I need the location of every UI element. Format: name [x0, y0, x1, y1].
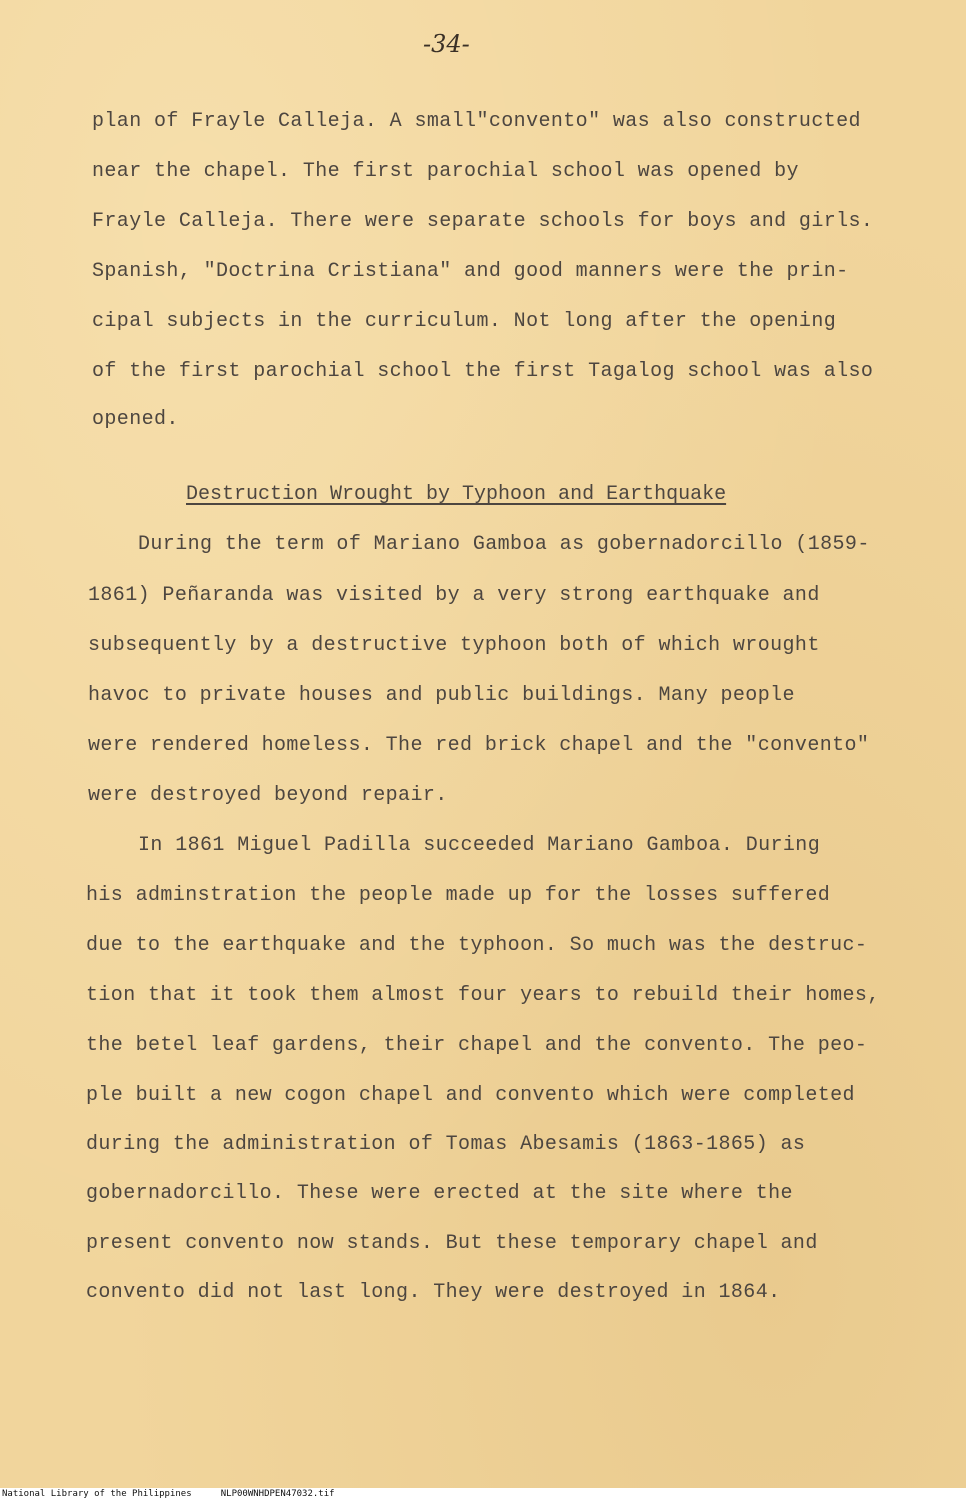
text-line: were rendered homeless. The red brick chapel and the "convento" — [88, 734, 870, 757]
text-line: convento did not last long. They were destroyed in 1864. — [86, 1281, 781, 1304]
text-line: opened. — [92, 408, 179, 431]
text-line: the betel leaf gardens, their chapel and the convento. The peo- — [86, 1034, 868, 1057]
footer-source: National Library of the Philippines — [2, 1489, 192, 1499]
footer-filename: NLP00WNHDPEN47032.tif — [220, 1489, 335, 1499]
text-line: near the chapel. The first parochial school was opened by — [92, 160, 799, 183]
text-line: plan of Frayle Calleja. A small"convento" was also constructed — [92, 110, 861, 133]
text-line: ple built a new cogon chapel and convento which were completed — [86, 1084, 855, 1107]
text-line: tion that it took them almost four years to rebuild their homes, — [86, 984, 880, 1007]
text-line: During the term of Mariano Gamboa as gobernadorcillo (1859- — [138, 533, 870, 556]
page-number: -34- — [423, 30, 470, 58]
scan-footer — [0, 1488, 966, 1500]
text-line: Spanish, "Doctrina Cristiana" and good manners were the prin- — [92, 260, 849, 283]
text-line: cipal subjects in the curriculum. Not long after the opening — [92, 310, 837, 333]
section-heading: Destruction Wrought by Typhoon and Earthquake — [186, 483, 727, 506]
text-line: of the first parochial school the first Tagalog school was also — [92, 360, 874, 383]
text-line: gobernadorcillo. These were erected at the site where the — [86, 1182, 793, 1205]
text-line: were destroyed beyond repair. — [88, 784, 448, 807]
text-line: havoc to private houses and public buildings. Many people — [88, 684, 795, 707]
text-line: subsequently by a destructive typhoon both of which wrought — [88, 634, 820, 657]
text-line: present convento now stands. But these temporary chapel and — [86, 1232, 818, 1255]
text-line: Frayle Calleja. There were separate schools for boys and girls. — [92, 210, 874, 233]
text-line: due to the earthquake and the typhoon. So much was the destruc- — [86, 934, 868, 957]
text-line: during the administration of Tomas Abesamis (1863-1865) as — [86, 1133, 806, 1156]
text-line: his adminstration the people made up for the losses suffered — [86, 884, 831, 907]
text-line: In 1861 Miguel Padilla succeeded Mariano Gamboa. During — [138, 834, 821, 857]
text-line: 1861) Peñaranda was visited by a very strong earthquake and — [88, 584, 820, 607]
